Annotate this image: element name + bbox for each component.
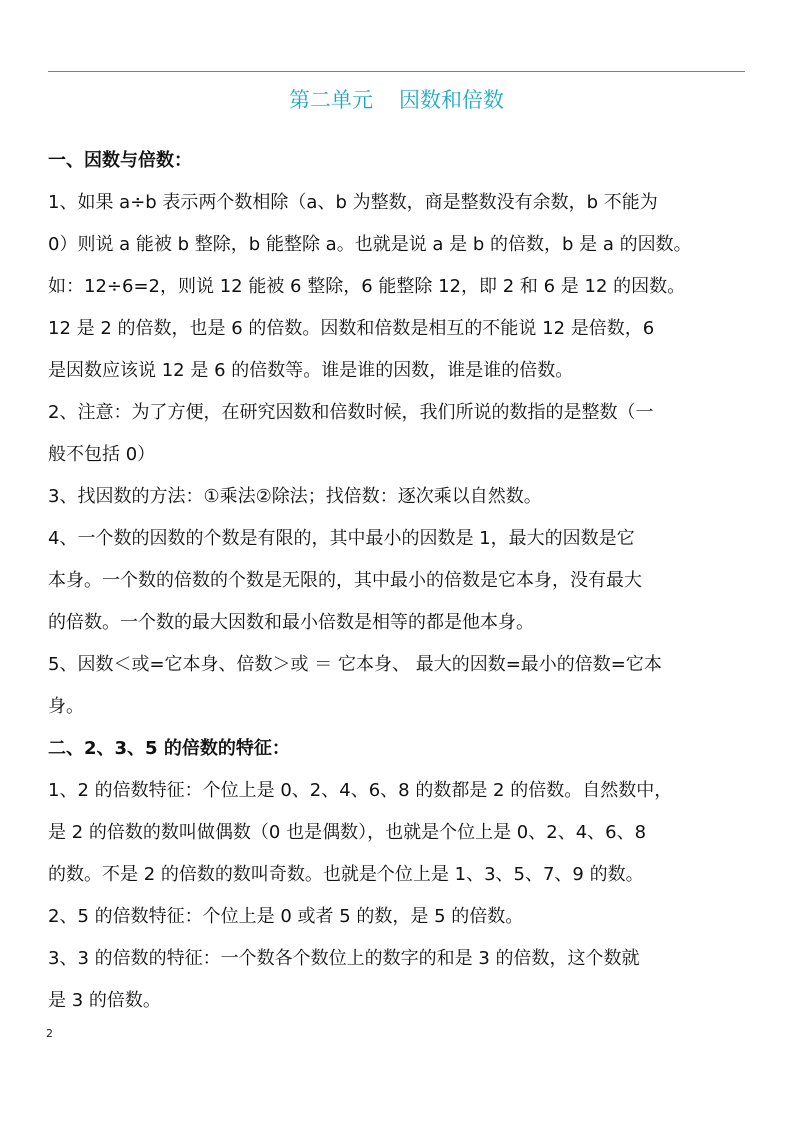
text-line: 是 2 的倍数的数叫做偶数（0 也是偶数），也就是个位上是 0、2、4、6、8 bbox=[48, 822, 647, 843]
text-line: 身。 bbox=[48, 696, 84, 717]
document-body bbox=[48, 140, 748, 1022]
page-title bbox=[48, 84, 745, 116]
text-line: 的倍数。一个数的最大因数和最小倍数是相等的都是他本身。 bbox=[48, 612, 534, 633]
text-line: 1、2 的倍数特征：个位上是 0、2、4、6、8 的数都是 2 的倍数。自然数中， bbox=[48, 780, 673, 801]
text-line: 的数。不是 2 的倍数的数叫奇数。也就是个位上是 1、3、5、7、9 的数。 bbox=[48, 864, 644, 885]
page-number: 2 bbox=[46, 1027, 53, 1040]
text-line: 4、一个数的因数的个数是有限的，其中最小的因数是 1，最大的因数是它 bbox=[48, 528, 635, 549]
text-line: 如：12÷6=2，则说 12 能被 6 整除，6 能整除 12，即 2 和 6 是 12 的因数。 bbox=[48, 276, 686, 297]
text-line: 2、5 的倍数特征：个位上是 0 或者 5 的数，是 5 的倍数。 bbox=[48, 906, 524, 927]
text-line: 1、如果 a÷b 表示两个数相除（a、b 为整数，商是整数没有余数，b 不能为 bbox=[48, 192, 658, 213]
section-heading-factors-multiples: 一、因数与倍数： bbox=[48, 150, 192, 171]
text-line: 2、注意：为了方便，在研究因数和倍数时候，我们所说的数指的是整数（一 bbox=[48, 402, 654, 423]
text-line: 般不包括 0） bbox=[48, 444, 156, 465]
text-line: 5、因数＜或=它本身、倍数＞或 ＝ 它本身、 最大的因数=最小的倍数=它本 bbox=[48, 654, 662, 675]
text-line: 12 是 2 的倍数，也是 6 的倍数。因数和倍数是相互的不能说 12 是倍数，6 bbox=[48, 318, 655, 339]
text-line: 是因数应该说 12 是 6 的倍数等。谁是谁的因数，谁是谁的倍数。 bbox=[48, 360, 574, 381]
text-line: 3、3 的倍数的特征：一个数各个数位上的数字的和是 3 的倍数，这个数就 bbox=[48, 948, 640, 969]
text-line: 0）则说 a 能被 b 整除，b 能整除 a。也就是说 a 是 b 的倍数，b 是 a 的因数。 bbox=[48, 234, 692, 255]
header-rule bbox=[48, 71, 745, 72]
title-unit: 第二单元 bbox=[289, 88, 373, 112]
text-line: 3、找因数的方法：①乘法②除法；找倍数：逐次乘以自然数。 bbox=[48, 486, 542, 507]
text-line: 是 3 的倍数。 bbox=[48, 990, 161, 1011]
section-heading-multiple-features: 二、2、3、5 的倍数的特征： bbox=[48, 738, 290, 759]
title-topic: 因数和倍数 bbox=[399, 88, 504, 112]
text-line: 本身。一个数的倍数的个数是无限的，其中最小的倍数是它本身，没有最大 bbox=[48, 570, 642, 591]
